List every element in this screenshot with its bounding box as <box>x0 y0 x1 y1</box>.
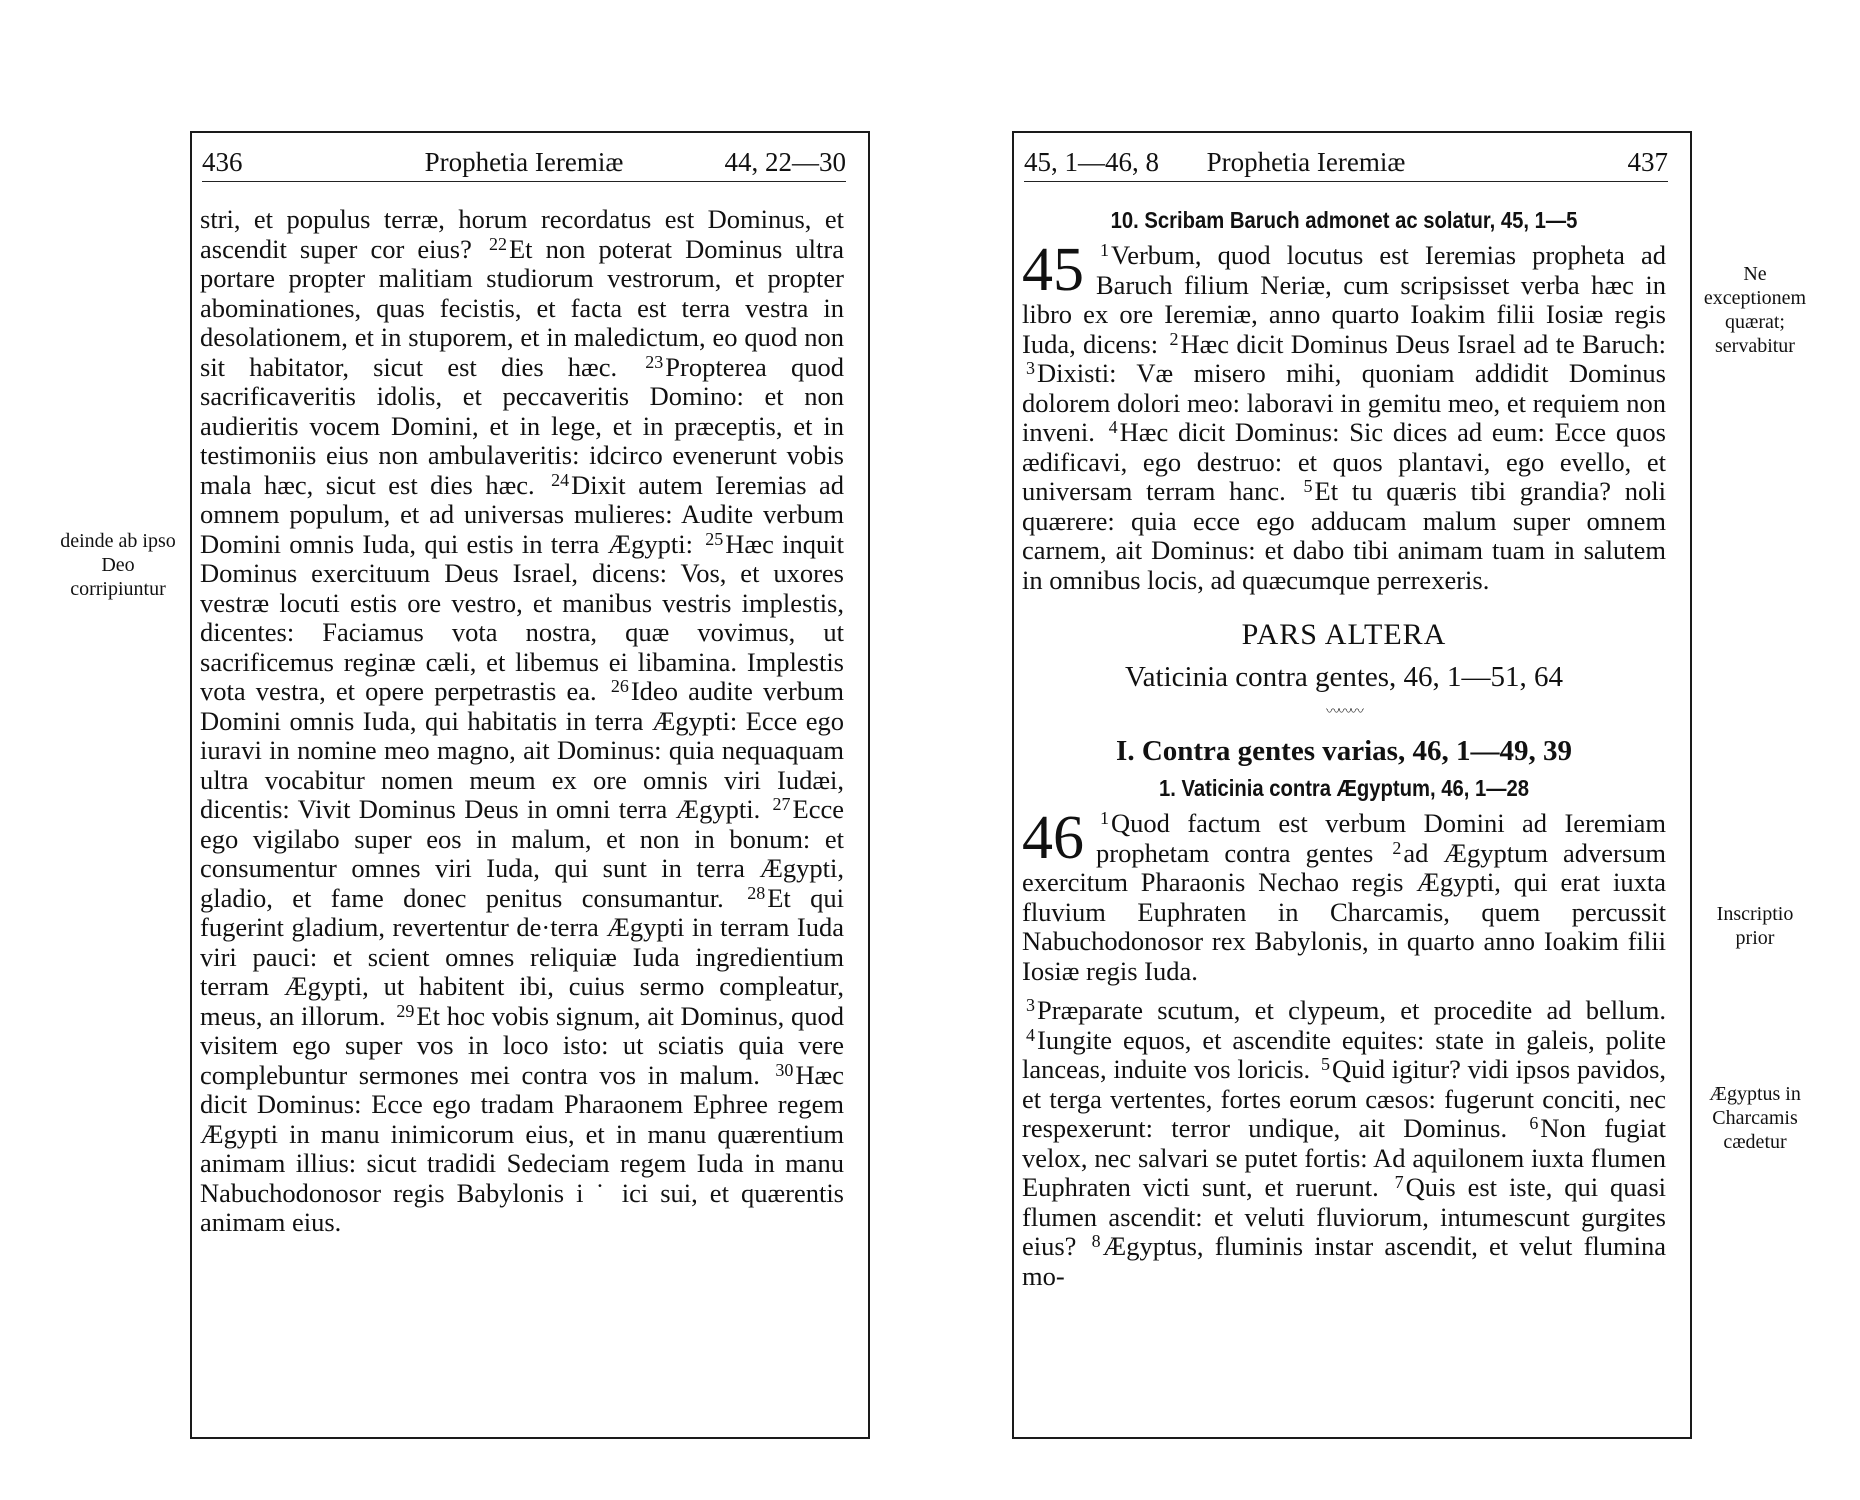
verse-text: Hæc dicit Dominus: Ecce ego tradam Pharaonem Ephree regem Ægypti in manu inimicorum eius, et in manu quærentium animam illius: sicut tradidi Sedeciam regem Iuda in manu Nabuchodonosor regis Babylonis i ˙ ici sui, et quærentis animam eius. <box>200 1059 844 1237</box>
verse-number: 1 <box>1100 240 1109 260</box>
verse-text: Hæc dicit Dominus: Sic dices ad eum: Ecce quos ædificavi, ego destruo: et quos plantavi, ego evello, et universam terram hanc. <box>1022 417 1666 506</box>
verse-number: 28 <box>747 882 766 903</box>
right-verse-range: 45, 1—46, 8 <box>1024 147 1159 177</box>
verse-text: Iungite equos, et ascendite equites: state in galeis, polite lanceas, induite vos loricis. <box>1022 1024 1666 1084</box>
section-10-heading: 10. Scribam Baruch admonet ac solatur, 45, 1—5 <box>1110 207 1578 233</box>
pars-altera-heading: PARS ALTERA <box>1241 618 1447 651</box>
verse-number: 3 <box>1026 995 1035 1015</box>
verse-text: Hæc inquit Dominus exercituum Deus Israel, dicens: Vos, et uxores vestræ locuti estis ore vestro, et manibus vestris implestis, dicentes: Faciamus vota nostra, quæ vovimus, ut sacrificemus reginæ cæli, et libemus ei libamina. Implestis vota vestra, et opere perpetrastis ea. <box>200 528 844 706</box>
verse-text: Hæc dicit Dominus Deus Israel ad te Baruch: <box>1180 328 1666 359</box>
verse-text: Non fugiat velox, nec salvari se putet fortis: Ad aquilonem iuxta flumen Euphraten victi sunt, et ruerunt. <box>1022 1113 1667 1202</box>
margin-note-left: deinde ab ipso Deo corripiuntur <box>60 530 176 600</box>
right-text-block <box>1022 205 1666 1291</box>
left-page-number: 436 <box>202 147 243 177</box>
verse-text: Et tu quæris tibi grandia? noli quærere: quia ecce ego adducam malum super omnem carnem, ait Dominus: et dabo tibi animam tuam in salutem in omnibus locis, ad quæcumque perrexeris. <box>1022 476 1667 595</box>
verse-number: 24 <box>551 469 570 490</box>
verse-text: stri, et populus terræ, horum recordatus est Dominus, et ascendit super cor eius? <box>200 204 844 264</box>
verse-number: 6 <box>1529 1113 1539 1133</box>
verse-number: 5 <box>1303 476 1313 496</box>
verse-text: Et non poterat Dominus ultra portare propter malitiam studiorum vestrorum, et propter abominationes, quas fecistis, et facta est terra vestra in desolationem, et in stuporem, et in maledictum, eo quod non sit habitator, sicut est dies hæc. <box>200 233 844 382</box>
pars-altera-subtitle: Vaticinia contra gentes, 46, 1—51, 64 <box>1124 661 1564 693</box>
verse-text: Quod factum est verbum Domini ad Ieremiam prophetam contra gentes <box>1096 808 1666 868</box>
verse-number: 23 <box>645 351 664 372</box>
verse-text: Ideo audite verbum Domini omnis Iuda, qui habitatis in terra Ægypti: Ecce ego iuravi in nomine meo magno, ait Dominus: quia nequaquam ultra vocabitur nomen meum ex ore omnis viri Iudæi, dicentis: Vivit Dominus Deus in omni terra Ægypti. <box>200 676 844 824</box>
chapter-number-46: 46 <box>1022 804 1084 872</box>
right-running-head <box>1024 143 1668 182</box>
verse-number: 27 <box>772 794 791 814</box>
verse-text: ad Ægyptum adversum exercitum Pharaonis Nechao regis Ægypti, qui erat iuxta fluvium Euphraten in Charcamis, quem percussit Nabuchodonosor rex Babylonis, in quarto anno Ioakim filii Iosiæ regis Iuda. <box>1022 837 1667 986</box>
verse-text: Propterea quod sacrificaveritis idolis, et peccaveritis Domino: et non audieritis vocem Domini, et in lege, et in præceptis, et in testimoniis eius non ambulaveritis: idcirco evenerunt vobis mala hæc, sicut est dies hæc. <box>200 351 844 500</box>
subsection-1-heading: 1. Vaticinia contra Ægyptum, 46, 1—28 <box>1158 775 1530 801</box>
right-page-number: 437 <box>1627 147 1668 177</box>
verse-text: Dixit autem Ieremias ad omnem populum, et ad universas mulieres: Audite verbum Domini omnis Iuda, qui estis in terra Ægypti: <box>200 469 844 559</box>
verse-number: 2 <box>1169 328 1179 349</box>
verse-number: 7 <box>1394 1172 1404 1192</box>
left-running-head <box>202 143 846 182</box>
margin-note-right-1: Ne exceptionem quærat; servabitur <box>1703 263 1807 357</box>
verse-text: Dixisti: Væ misero mihi, quoniam addidit Dominus dolorem dolori meo: laboravi in gemitu meo, et requiem non inveni. <box>1022 358 1666 447</box>
verse-text: Et qui fugerint gladium, revertentur de·terra Ægypti in terram Iuda viri pauci: et scient omnes reliquiæ Iuda ingredientium terram Ægypti, ut habitent ibi, cuius sermo compleatur, meus, an illorum. <box>200 882 844 1031</box>
verse-number: 3 <box>1026 358 1035 378</box>
verse-number: 1 <box>1100 808 1109 828</box>
verse-number: 26 <box>610 676 629 696</box>
right-running-title: Prophetia Ieremiæ <box>1206 147 1406 177</box>
margin-note-right-3: Ægyptus in Charcamis cædetur <box>1709 1083 1801 1153</box>
verse-number: 8 <box>1091 1231 1101 1251</box>
left-page <box>190 131 870 1439</box>
verse-text: Quid igitur? vidi ipsos pavidos, et terga vertentes, fortes eorum cæsos: fugerunt conciti, nec respexerunt: terror undique, ait Dominus. <box>1022 1054 1667 1143</box>
left-verse-range: 44, 22—30 <box>724 147 846 177</box>
chapter-46-verses-3-8 <box>1022 996 1666 1291</box>
verse-text: Præparate scutum, et clypeum, et procedite ad bellum. <box>1037 995 1666 1025</box>
chapter-number-45: 45 <box>1022 236 1084 304</box>
verse-number: 5 <box>1320 1054 1330 1074</box>
verse-text: Et hoc vobis signum, ait Dominus, quod visitem ego super vos in loco isto: ut sciatis quia vere complebuntur sermones mei contra vos in malum. <box>200 1000 844 1090</box>
ornament-divider: 〰〰〰 <box>1326 705 1362 720</box>
chapter-45-text <box>1022 236 1667 595</box>
left-running-title: Prophetia Ieremiæ <box>424 147 624 177</box>
margin-note-right-2: Inscriptio prior <box>1716 903 1794 949</box>
verse-text: Quis est iste, qui quasi flumen ascendit: et veluti fluviorum, intumescunt gurgites eius? <box>1022 1172 1666 1261</box>
right-page <box>1012 131 1692 1439</box>
verse-number: 2 <box>1392 837 1402 858</box>
part-I-heading: I. Contra gentes varias, 46, 1—49, 39 <box>1116 735 1572 767</box>
verse-number: 25 <box>705 528 724 549</box>
chapter-46-text <box>1022 804 1667 986</box>
verse-number: 29 <box>396 1000 415 1021</box>
verse-number: 30 <box>775 1059 794 1080</box>
verse-text: Verbum, quod locutus est Ieremias propheta ad Baruch filium Neriæ, cum scripsisset verba hæc in libro ex ore Ieremiæ, anno quarto Ioakim filii Iosiæ regis Iuda, dicens: <box>1022 240 1666 359</box>
chapter-45-verses <box>1022 236 1667 595</box>
verse-text: Ecce ego vigilabo super eos in malum, et non in bonum: et consumentur omnes viri Iuda, qui sunt in terra Ægypti, gladio, et fame donec penitus consumantur. <box>200 794 844 913</box>
chapter-46-verses-1-2 <box>1022 804 1667 986</box>
verse-number: 4 <box>1108 417 1118 437</box>
left-paragraph <box>200 205 844 1238</box>
left-text-block <box>200 205 844 1238</box>
verse-text: Ægyptus, fluminis instar ascendit, et velut flumina mo- <box>1022 1231 1667 1291</box>
verse-number: 4 <box>1026 1024 1035 1045</box>
verse-number: 22 <box>488 233 507 254</box>
